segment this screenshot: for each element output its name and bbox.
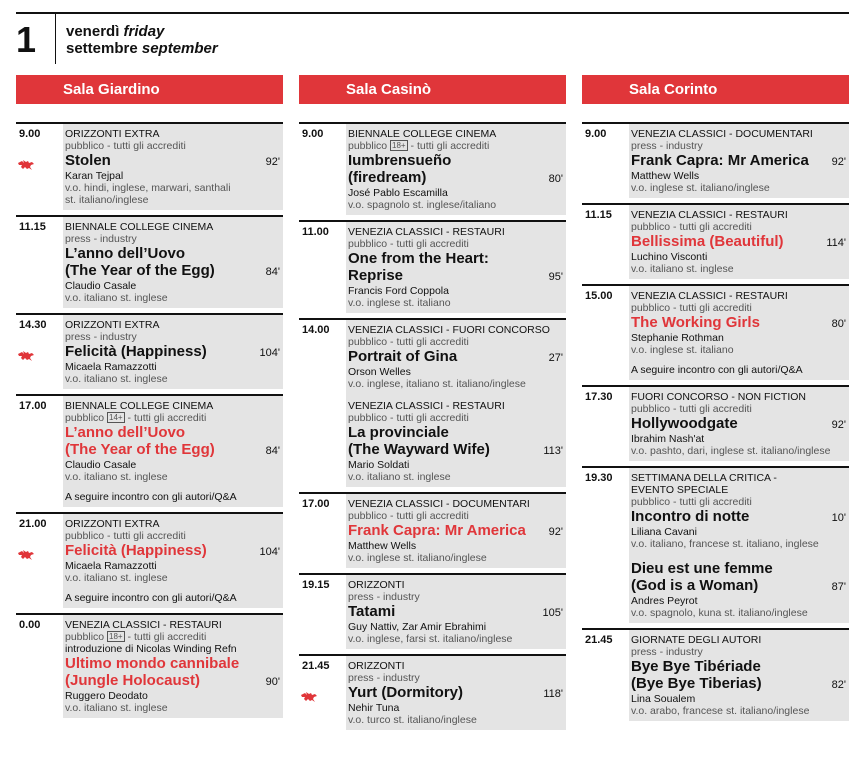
access-label: pubblico - tutti gli accrediti <box>65 530 186 542</box>
schedule-list <box>299 122 566 730</box>
access-label: pubblico 14+ - tutti gli accrediti <box>65 412 207 424</box>
film-title: Incontro di notte <box>631 508 750 525</box>
age-rating-badge: 18+ <box>109 632 123 641</box>
film-director: Matthew Wells <box>631 170 700 182</box>
schedule-slot <box>582 385 849 461</box>
film-title: Bye Bye Tibériade (Bye Bye Tiberias) <box>631 658 762 692</box>
title-row <box>65 245 280 279</box>
event-card <box>346 575 566 649</box>
title-row <box>348 424 563 458</box>
film-title: Iumbrensueño (firedream) <box>348 152 452 186</box>
slot-time: 17.30 <box>585 391 613 403</box>
schedule-slot <box>16 613 283 718</box>
film-duration: 90' <box>265 676 280 688</box>
event-card <box>346 222 566 313</box>
section-label: BIENNALE COLLEGE CINEMA <box>65 221 214 233</box>
event-card <box>346 656 566 730</box>
slot-time: 11.15 <box>585 209 612 221</box>
film-director: Francis Ford Coppola <box>348 285 449 297</box>
title-row <box>631 658 846 692</box>
film-title: Felicità (Happiness) <box>65 343 207 360</box>
language-info: v.o. inglese, italiano st. italiano/inglese <box>348 378 526 390</box>
title-row <box>65 542 280 559</box>
section-label: FUORI CONCORSO - NON FICTION <box>631 391 806 403</box>
language-info: v.o. italiano st. inglese <box>65 471 168 483</box>
schedule-slot <box>582 284 849 380</box>
access-label: pubblico - tutti gli accrediti <box>348 412 469 424</box>
screening <box>348 579 563 645</box>
access-label: press - industry <box>348 672 420 684</box>
language-info: v.o. italiano, francese st. italiano, inglese <box>631 538 819 550</box>
section-label: ORIZZONTI <box>348 579 405 591</box>
language-info: v.o. inglese st. italiano <box>348 297 451 309</box>
event-card <box>629 630 849 721</box>
event-card <box>346 320 566 487</box>
slot-time: 21.45 <box>302 660 330 672</box>
film-title: One from the Heart: Reprise <box>348 250 489 284</box>
film-director: Luchino Visconti <box>631 251 708 263</box>
schedule-slot <box>582 466 849 623</box>
film-duration: 95' <box>548 271 563 283</box>
access-label: pubblico - tutti gli accrediti <box>348 336 469 348</box>
film-title: Portrait of Gina <box>348 348 458 365</box>
film-duration: 104' <box>259 546 280 558</box>
title-row <box>631 152 846 169</box>
slot-time: 11.15 <box>19 221 46 233</box>
film-duration: 92' <box>831 156 846 168</box>
screening <box>348 128 563 211</box>
slot-time: 21.00 <box>19 518 47 530</box>
film-title: La provinciale (The Wayward Wife) <box>348 424 490 458</box>
screening <box>348 660 563 726</box>
event-card <box>63 315 283 389</box>
schedule-slot <box>16 122 283 210</box>
film-director: Micaela Ramazzotti <box>65 560 157 572</box>
film-director: Ibrahim Nash'at <box>631 433 705 445</box>
section-label: GIORNATE DEGLI AUTORI <box>631 634 762 646</box>
month-en: september <box>141 40 218 57</box>
winged-lion-icon <box>18 160 34 170</box>
access-label: pubblico - tutti gli accrediti <box>631 302 752 314</box>
language-info: v.o. inglese st. italiano <box>631 344 734 356</box>
event-card <box>629 205 849 279</box>
film-duration: 80' <box>831 318 846 330</box>
day-number: 1 <box>16 19 37 60</box>
title-row <box>348 250 563 284</box>
title-row <box>348 684 563 701</box>
language-info: v.o. inglese st. italiano/inglese <box>348 552 487 564</box>
access-label: pubblico - tutti gli accrediti <box>65 140 186 152</box>
film-director: Mario Soldati <box>348 459 410 471</box>
film-director: Nehir Tuna <box>348 702 400 714</box>
section-label: SETTIMANA DELLA CRITICA - EVENTO SPECIALE <box>631 472 777 496</box>
film-director: Karan Tejpal <box>65 170 124 182</box>
access-label: pubblico 18+ - tutti gli accrediti <box>348 140 490 152</box>
weekday-line <box>66 23 218 40</box>
event-card <box>63 124 283 210</box>
film-duration: 118' <box>543 688 563 700</box>
language-info: v.o. italiano st. inglese <box>65 702 168 714</box>
language-info: v.o. inglese, farsi st. italiano/inglese <box>348 633 513 645</box>
event-card <box>63 615 283 718</box>
intro-note: introduzione di Nicolas Winding Refn <box>65 643 237 655</box>
access-label: press - industry <box>65 331 137 343</box>
slot-time: 11.00 <box>302 226 329 238</box>
schedule-slot <box>299 318 566 487</box>
film-duration: 27' <box>548 352 563 364</box>
language-info: v.o. turco st. italiano/inglese <box>348 714 477 726</box>
access-label: pubblico - tutti gli accrediti <box>631 221 752 233</box>
slot-time: 17.00 <box>302 498 330 510</box>
language-info: v.o. arabo, francese st. italiano/inglese <box>631 705 810 717</box>
event-card <box>346 124 566 215</box>
screening <box>65 400 280 503</box>
schedule-slot <box>299 220 566 313</box>
section-label: VENEZIA CLASSICI - DOCUMENTARI <box>631 128 813 140</box>
title-row <box>65 343 280 360</box>
title-row <box>631 314 846 331</box>
film-duration: 114' <box>826 237 846 249</box>
film-director: José Pablo Escamilla <box>348 187 448 199</box>
screening <box>65 319 280 385</box>
section-label: ORIZZONTI EXTRA <box>65 518 160 530</box>
language-info: v.o. inglese st. italiano/inglese <box>631 182 770 194</box>
screening <box>631 472 846 550</box>
section-label: VENEZIA CLASSICI - RESTAURI <box>65 619 222 631</box>
age-rating-badge: 18+ <box>392 141 406 150</box>
weekday-en: friday <box>123 23 165 40</box>
film-title: Frank Capra: Mr America <box>348 522 526 539</box>
film-title: Yurt (Dormitory) <box>348 684 464 701</box>
slot-time: 19.15 <box>302 579 330 591</box>
weekday-it: venerdì <box>66 23 120 40</box>
language-info: v.o. spagnolo st. inglese/italiano <box>348 199 497 211</box>
slot-time: 0.00 <box>19 619 41 631</box>
title-row <box>348 348 563 365</box>
section-label: ORIZZONTI <box>348 660 405 672</box>
title-row <box>631 415 846 432</box>
qa-note: A seguire incontro con gli autori/Q&A <box>65 491 237 503</box>
film-director: Liliana Cavani <box>631 526 697 538</box>
film-duration: 92' <box>548 526 563 538</box>
screening <box>348 226 563 309</box>
access-label: pubblico - tutti gli accrediti <box>348 238 469 250</box>
hall-column <box>582 75 849 721</box>
slot-time: 9.00 <box>585 128 607 140</box>
film-title: Ultimo mondo cannibale (Jungle Holocaust) <box>65 655 240 689</box>
schedule-slot <box>299 492 566 568</box>
screening <box>348 498 563 564</box>
schedule-slot <box>16 313 283 389</box>
language-info: v.o. spagnolo, kuna st. italiano/inglese <box>631 607 808 619</box>
qa-note: A seguire incontro con gli autori/Q&A <box>631 364 803 376</box>
screening <box>631 634 846 717</box>
access-label: pubblico 18+ - tutti gli accrediti <box>65 631 207 643</box>
schedule-slot <box>16 394 283 507</box>
film-director: Micaela Ramazzotti <box>65 361 157 373</box>
film-duration: 80' <box>548 173 563 185</box>
language-info: v.o. pashto, dari, inglese st. italiano/inglese <box>631 445 831 457</box>
film-director: Guy Nattiv, Zar Amir Ebrahimi <box>348 621 487 633</box>
access-label: pubblico - tutti gli accrediti <box>348 510 469 522</box>
section-label: ORIZZONTI EXTRA <box>65 319 160 331</box>
schedule-slot <box>299 573 566 649</box>
event-card <box>63 514 283 608</box>
film-duration: 113' <box>543 445 563 457</box>
event-card <box>629 286 849 380</box>
language-info: v.o. italiano st. inglese <box>348 471 451 483</box>
hall-header: Sala Corinto <box>582 75 849 104</box>
access-label: press - industry <box>631 140 703 152</box>
slot-time: 17.00 <box>19 400 47 412</box>
title-row <box>631 560 846 594</box>
slot-time: 19.30 <box>585 472 613 484</box>
schedule-list <box>582 122 849 721</box>
film-title: L’anno dell’Uovo (The Year of the Egg) <box>65 245 215 279</box>
section-label: ORIZZONTI EXTRA <box>65 128 160 140</box>
top-rule <box>16 12 849 14</box>
language-info: v.o. italiano st. inglese <box>631 263 734 275</box>
schedule-slot <box>16 512 283 608</box>
schedule-slot <box>16 215 283 308</box>
event-card <box>63 396 283 507</box>
event-card <box>346 494 566 568</box>
film-duration: 82' <box>831 679 846 691</box>
film-director: Matthew Wells <box>348 540 417 552</box>
title-row <box>348 522 563 539</box>
film-title: L’anno dell’Uovo (The Year of the Egg) <box>65 424 215 458</box>
title-row <box>631 508 846 525</box>
slot-time: 15.00 <box>585 290 613 302</box>
film-director: Claudio Casale <box>65 459 137 471</box>
screening <box>631 560 846 619</box>
film-duration: 92' <box>831 419 846 431</box>
section-label: VENEZIA CLASSICI - RESTAURI <box>348 226 505 238</box>
film-duration: 84' <box>265 266 280 278</box>
header-divider <box>55 14 56 64</box>
film-title: The Working Girls <box>631 314 760 331</box>
film-director: Claudio Casale <box>65 280 137 292</box>
month-it: settembre <box>66 40 138 57</box>
hall-header: Sala Giardino <box>16 75 283 104</box>
screening <box>631 128 846 194</box>
language-info: v.o. hindi, inglese, marwari, santhali st. italiano/inglese <box>65 182 231 206</box>
day-heading <box>66 23 218 57</box>
section-label: VENEZIA CLASSICI - DOCUMENTARI <box>348 498 530 510</box>
film-title: Stolen <box>65 152 111 169</box>
hall-header: Sala Casinò <box>299 75 566 104</box>
film-title: Hollywoodgate <box>631 415 738 432</box>
schedule-slot <box>582 122 849 198</box>
month-line <box>66 40 218 57</box>
film-duration: 84' <box>265 445 280 457</box>
access-label: pubblico - tutti gli accrediti <box>631 496 752 508</box>
access-label: press - industry <box>348 591 420 603</box>
winged-lion-icon <box>18 550 34 560</box>
title-row <box>65 424 280 458</box>
schedule-list <box>16 122 283 718</box>
slot-time: 14.00 <box>302 324 330 336</box>
film-duration: 10' <box>831 512 846 524</box>
title-row <box>65 655 280 689</box>
event-card <box>629 387 849 461</box>
film-duration: 105' <box>542 607 563 619</box>
screening <box>348 324 563 390</box>
film-director: Stephanie Rothman <box>631 332 724 344</box>
film-duration: 92' <box>265 156 280 168</box>
schedule-slot <box>299 122 566 215</box>
section-label: VENEZIA CLASSICI - FUORI CONCORSO <box>348 324 550 336</box>
event-card <box>63 217 283 308</box>
language-info: v.o. italiano st. inglese <box>65 572 168 584</box>
slot-time: 21.45 <box>585 634 613 646</box>
film-title: Dieu est une femme (God is a Woman) <box>631 560 773 594</box>
film-title: Bellissima (Beautiful) <box>631 233 784 250</box>
section-label: VENEZIA CLASSICI - RESTAURI <box>631 209 788 221</box>
film-director: Orson Welles <box>348 366 411 378</box>
film-duration: 104' <box>259 347 280 359</box>
screening <box>65 221 280 304</box>
event-card <box>629 124 849 198</box>
language-info: v.o. italiano st. inglese <box>65 373 168 385</box>
screening <box>65 619 280 714</box>
schedule-slot <box>582 203 849 279</box>
hall-column <box>299 75 566 730</box>
title-row <box>631 233 846 250</box>
slot-time: 14.30 <box>19 319 47 331</box>
film-title: Tatami <box>348 603 396 620</box>
film-director: Andres Peyrot <box>631 595 698 607</box>
screening <box>631 290 846 376</box>
slot-time: 9.00 <box>19 128 41 140</box>
winged-lion-icon <box>18 351 34 361</box>
film-duration: 87' <box>831 581 846 593</box>
screening <box>65 128 280 206</box>
winged-lion-icon <box>301 692 317 702</box>
schedule-slot <box>299 654 566 730</box>
section-label: BIENNALE COLLEGE CINEMA <box>65 400 214 412</box>
film-title: Felicità (Happiness) <box>65 542 207 559</box>
section-label: BIENNALE COLLEGE CINEMA <box>348 128 497 140</box>
language-info: v.o. italiano st. inglese <box>65 292 168 304</box>
title-row <box>65 152 280 169</box>
film-title: Frank Capra: Mr America <box>631 152 809 169</box>
screening <box>631 209 846 275</box>
film-director: Lina Soualem <box>631 693 696 705</box>
access-label: pubblico - tutti gli accrediti <box>631 403 752 415</box>
title-row <box>348 603 563 620</box>
screening <box>348 400 563 483</box>
film-director: Ruggero Deodato <box>65 690 148 702</box>
slot-time: 9.00 <box>302 128 324 140</box>
hall-column <box>16 75 283 718</box>
title-row <box>348 152 563 186</box>
schedule-slot <box>582 628 849 721</box>
section-label: VENEZIA CLASSICI - RESTAURI <box>348 400 505 412</box>
event-card <box>629 468 849 623</box>
access-label: press - industry <box>65 233 137 245</box>
section-label: VENEZIA CLASSICI - RESTAURI <box>631 290 788 302</box>
screening <box>631 391 846 457</box>
screening <box>65 518 280 604</box>
age-rating-badge: 14+ <box>109 413 123 422</box>
qa-note: A seguire incontro con gli autori/Q&A <box>65 592 237 604</box>
access-label: press - industry <box>631 646 703 658</box>
